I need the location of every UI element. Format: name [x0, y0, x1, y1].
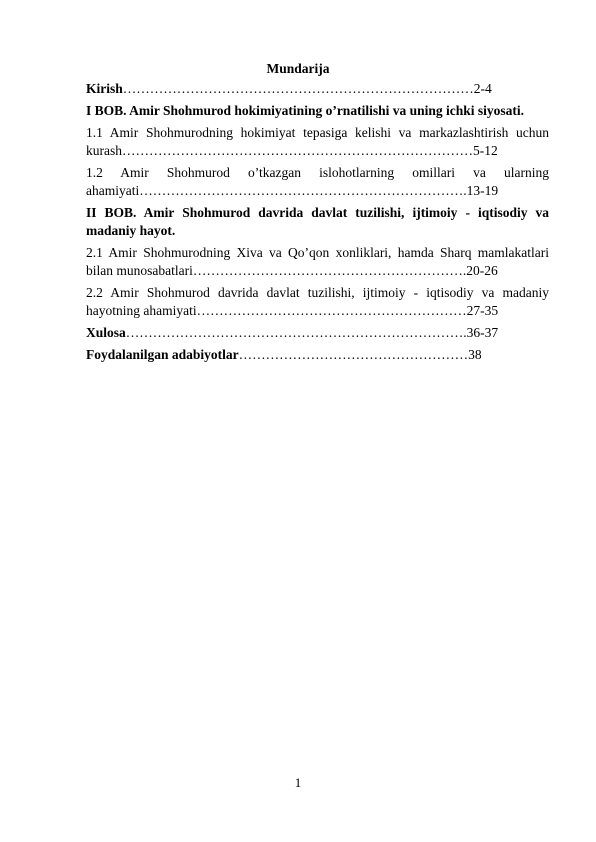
- toc-entry-label: Kirish: [86, 81, 123, 96]
- toc-entry-leader: ……………………………………………………………………: [122, 143, 473, 158]
- toc-entry-leader: ……………………………………………………: [196, 303, 467, 318]
- toc-entry-pages: 5-12: [473, 143, 498, 158]
- toc-entry-pages: .36-37: [463, 325, 499, 340]
- toc-entry-label: Xulosa: [86, 325, 126, 340]
- toc-entry-pages: 27-35: [466, 303, 499, 318]
- toc-entry-label: 2.1 Amir Shohmurodning Xiva va Qo’qon xonliklari, hamda Sharq mamlakatlari bilan munosabatlari: [86, 245, 549, 278]
- toc-entry-pages: 2-4: [473, 81, 492, 96]
- toc-entry-label: 1.1 Amir Shohmurodning hokimiyat tepasiga kelishi va markazlashtirish uchun kurash: [86, 125, 549, 158]
- toc-entry-1-2: [86, 164, 549, 200]
- toc-entry-label: 2.2 Amir Shohmurod davrida davlat tuzilishi, ijtimoiy - iqtisodiy va madaniy hayotning ahamiyati: [86, 285, 549, 318]
- toc-entry-bibliography: [86, 346, 549, 364]
- toc-chapter-1: [86, 102, 549, 120]
- toc-entry-leader: …………………………………………………………………: [125, 325, 464, 340]
- toc-chapter-label: II BOB. Amir Shohmurod davrida davlat tuzilishi, ijtimoiy - iqtisodiy va madaniy hayot.: [86, 205, 549, 238]
- toc-entry-pages: 38: [468, 347, 482, 362]
- page-number: 1: [294, 775, 302, 790]
- toc-entry-leader: ………………………………………………………………: [139, 183, 464, 198]
- toc-entry-label: 1.2 Amir Shohmurod o’tkazgan islohotlarning omillari va ularning ahamiyati: [86, 165, 549, 198]
- toc-title: Mundarija: [266, 61, 330, 76]
- toc-entry-label: Foydalanilgan adabiyotlar: [86, 347, 239, 362]
- toc-chapter-2: [86, 204, 549, 240]
- toc-entry-1-1: [86, 124, 549, 160]
- toc-chapter-label: I BOB. Amir Shohmurod hokimiyatining o’rnatilishi va uning ichki siyosati.: [86, 103, 524, 118]
- toc-entry-leader: ……………………………………………………………………: [122, 81, 474, 96]
- toc-entry-leader: ……………………………………………………: [192, 263, 463, 278]
- toc-entry-conclusion: [86, 324, 549, 342]
- toc-entry-pages: .13-19: [463, 183, 499, 198]
- toc-entry-leader: ……………………………………………: [238, 347, 469, 362]
- toc-entry-introduction: [86, 80, 549, 98]
- toc-entry-2-1: [86, 244, 549, 280]
- table-of-contents: [86, 80, 549, 368]
- toc-entry-pages: .20-26: [462, 263, 498, 278]
- toc-entry-2-2: [86, 284, 549, 320]
